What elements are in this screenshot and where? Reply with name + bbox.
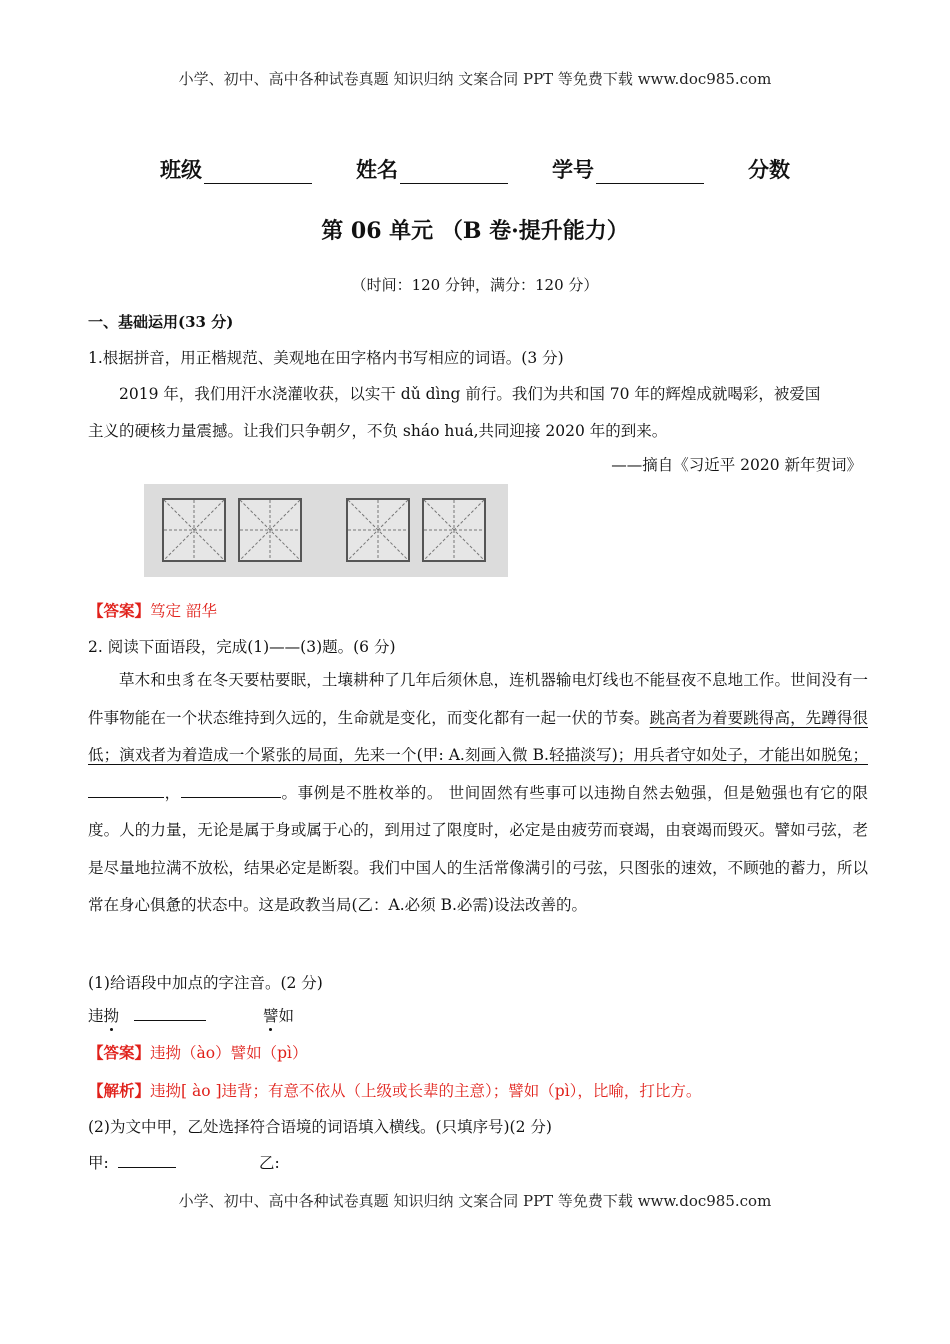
page-title: 第 06 单元 （B 卷·提升能力） bbox=[321, 218, 629, 244]
q2-sub2-prompt: (2)为文中甲，乙处选择符合语境的词语填入横线。(只填序号)(2 分) bbox=[88, 1118, 552, 1136]
number-blank[interactable] bbox=[596, 161, 704, 184]
q1-source: ——摘自《习近平 2020 新年贺词》 bbox=[611, 456, 862, 474]
number-label: 学号 bbox=[552, 157, 594, 182]
q2-sub2-yi bbox=[259, 1151, 280, 1173]
q1-prompt: 1.根据拼音，用正楷规范、美观地在田字格内书写相应的词语。(3 分) bbox=[88, 349, 564, 367]
q1-answer bbox=[88, 599, 217, 621]
passage-separator: ， bbox=[164, 783, 181, 802]
word-2-char-a-dotted: 譬 bbox=[263, 1007, 279, 1025]
analysis-text: 违拗[ ào ]违背；有意不依从（上级或长辈的主意）；譬如（pì），比喻，打比方。 bbox=[150, 1082, 702, 1100]
answer-text: 违拗（ào）譬如（pì） bbox=[150, 1044, 308, 1062]
tianzige-cell[interactable] bbox=[346, 498, 410, 562]
class-field bbox=[160, 154, 312, 184]
passage-text-b: 。事例是不胜枚举的。 世间固然有些事可以违拗自然去勉强，但是勉强也有它的限度。人的力量，无论是属于身或属于心的，到用过了限度时，必定是由疲劳而衰竭，由衰竭而毁灭。譬如弓弦，老是尽量地拉满不放松，结果必定是断裂。我们中国人的生活常像满引的弓弦，只图张的速效，不顾弛的蓄力，所以常在身心俱惫的状态中。这是政教当局(乙：A.必须 B.必需)设法改善的。 bbox=[88, 783, 868, 914]
q2-sub1-answer bbox=[88, 1041, 307, 1063]
analysis-label: 【解析】 bbox=[88, 1081, 151, 1100]
number-field bbox=[552, 154, 704, 184]
word-2-char-b: 如 bbox=[278, 1007, 295, 1025]
word-1-char-a: 违 bbox=[88, 1007, 104, 1025]
q1-passage-line-2: 主义的硬核力量震撼。让我们只争朝夕，不负 sháo huá,共同迎接 2020 年的到来。 bbox=[88, 422, 668, 440]
jia-blank[interactable] bbox=[118, 1151, 176, 1168]
score-label: 分数 bbox=[748, 157, 790, 182]
answer-label: 【答案】 bbox=[88, 1043, 151, 1062]
page-footer: 小学、初中、高中各种试卷真题 知识归纳 文案合同 PPT 等免费下载 www.doc985.com bbox=[178, 1192, 772, 1210]
q2-passage bbox=[88, 662, 868, 925]
passage-text-a: 草木和虫豸在冬天要枯要眠，土壤耕种了几年后须休息，连机器输电灯线也不能昼夜不息地工作。世间没有一件事物能在一个状态维持到久远的，生命就是变化，而变化都有一起一伏的节奏。 bbox=[88, 671, 868, 727]
class-label: 班级 bbox=[160, 157, 202, 182]
tianzige-grid-panel bbox=[144, 484, 508, 577]
student-info-row bbox=[160, 154, 860, 184]
answer-text: 笃定 韶华 bbox=[150, 602, 217, 620]
passage-underlined-text: 跳高者为着要跳得高，先蹲得很低；演戏者为着造成一个紧张的局面，先来一个(甲: A.刻画入微 B.轻描淡写)；用兵者守如处子，才能出如脱兔； bbox=[88, 708, 868, 764]
section-heading: 一、基础运用(33 分) bbox=[88, 313, 234, 331]
tianzige-cell[interactable] bbox=[162, 498, 226, 562]
tianzige-cell[interactable] bbox=[238, 498, 302, 562]
q2-sub2-jia bbox=[88, 1151, 176, 1173]
passage-blank-2[interactable] bbox=[181, 781, 281, 798]
q2-sub1-analysis bbox=[88, 1079, 701, 1101]
q2-prompt: 2. 阅读下面语段，完成(1)——(3)题。(6 分) bbox=[88, 638, 396, 656]
q1-passage-line-1: 2019 年，我们用汗水浇灌收获，以实干 dǔ dìng 前行。我们为共和国 70 年的辉煌成就喝彩，被爱国 bbox=[119, 385, 821, 403]
name-blank[interactable] bbox=[400, 161, 508, 184]
class-blank[interactable] bbox=[204, 161, 312, 184]
page-header: 小学、初中、高中各种试卷真题 知识归纳 文案合同 PPT 等免费下载 www.doc985.com bbox=[178, 70, 772, 88]
word-1-char-b-dotted: 拗 bbox=[103, 1007, 120, 1025]
answer-label: 【答案】 bbox=[88, 601, 151, 620]
name-label: 姓名 bbox=[356, 157, 398, 182]
passage-blank-1[interactable] bbox=[88, 781, 164, 798]
jia-label: 甲: bbox=[88, 1154, 109, 1172]
score-field bbox=[748, 154, 790, 184]
q2-sub1-prompt: (1)给语段中加点的字注音。(2 分) bbox=[88, 974, 323, 992]
word-1-blank[interactable] bbox=[134, 1004, 206, 1021]
exam-info: （时间：120 分钟，满分：120 分） bbox=[351, 276, 599, 294]
name-field bbox=[356, 154, 508, 184]
tianzige-cell[interactable] bbox=[422, 498, 486, 562]
yi-label: 乙: bbox=[259, 1154, 280, 1172]
q2-sub1-word-2 bbox=[263, 1004, 294, 1026]
q2-sub1-word-1 bbox=[88, 1004, 206, 1026]
